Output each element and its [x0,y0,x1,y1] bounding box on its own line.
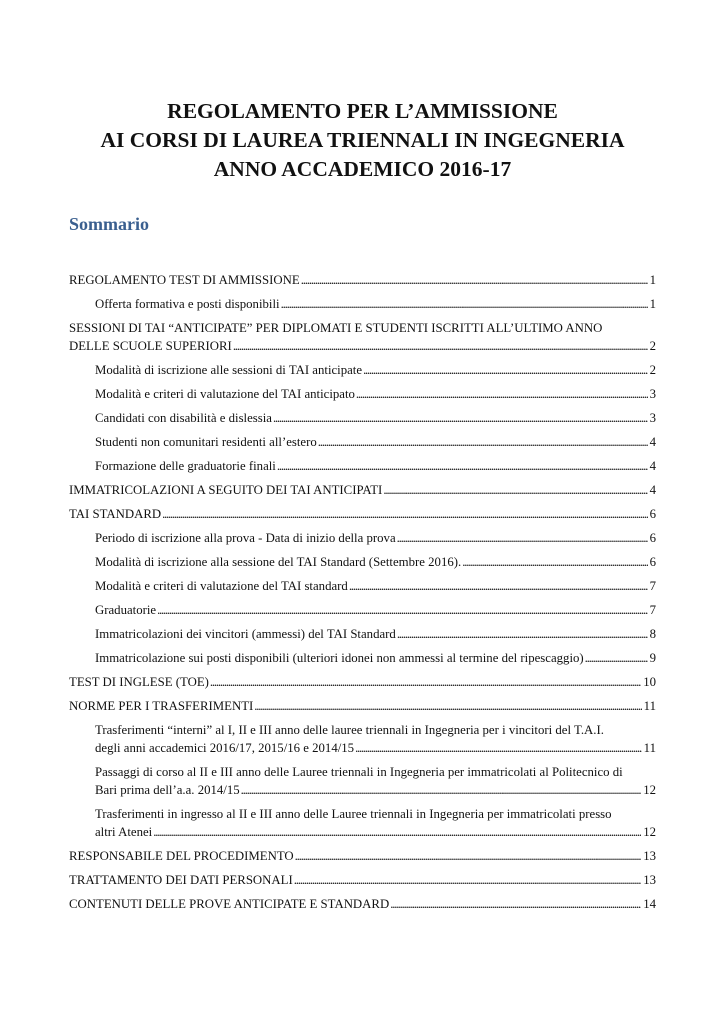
toc-leader-dots [156,601,647,619]
toc-page-number: 4 [649,459,656,473]
toc-entry[interactable] [69,433,656,451]
toc-entry-text: Immatricolazione sui posti disponibili (ulteriori idonei non ammessi al termine del ripescaggio) [95,651,584,665]
toc-leader-dots [152,823,641,841]
toc-page-number: 3 [649,411,656,425]
toc-leader-dots [280,295,648,313]
toc-leader-dots [232,337,648,355]
toc-heading: Sommario [69,214,149,234]
title-line-3: ANNO ACCADEMICO 2016-17 [213,157,512,181]
toc-entry[interactable] [69,319,656,355]
toc-entry[interactable] [69,577,656,595]
toc-page-number: 3 [649,387,656,401]
toc-page-number: 2 [649,339,656,353]
toc-leader-dots [300,271,648,289]
toc-entry[interactable] [69,871,656,889]
toc-leader-dots [362,361,648,379]
toc-entry-text: NORME PER I TRASFERIMENTI [69,699,254,713]
toc-page-number: 4 [649,483,656,497]
toc-entry[interactable] [69,805,656,841]
toc-entry-text: Studenti non comunitari residenti all’estero [95,435,317,449]
toc-leader-dots [389,895,641,913]
toc-entry-text: Passaggi di corso al II e III anno delle Lauree triennali in Ingegneria per immatricolati al Politecnico di [95,765,623,779]
table-of-contents [69,265,656,913]
toc-page-number: 1 [649,297,656,311]
toc-entry-text: TEST DI INGLESE (TOE) [69,675,209,689]
toc-entry[interactable] [69,361,656,379]
toc-entry-text: Modalità e criteri di valutazione del TAI standard [95,579,348,593]
toc-page-number: 13 [643,849,656,863]
toc-entry[interactable] [69,895,656,913]
toc-entry[interactable] [69,763,656,799]
toc-leader-dots [396,529,648,547]
toc-entry[interactable] [69,505,656,523]
toc-entry-text: Periodo di iscrizione alla prova - Data di inizio della prova [95,531,396,545]
toc-entry-text: Trasferimenti in ingresso al II e III anno delle Lauree triennali in Ingegneria per immatricolati presso [95,807,612,821]
toc-entry[interactable] [69,601,656,619]
toc-leader-dots [348,577,648,595]
toc-entry[interactable] [69,529,656,547]
toc-leader-dots [209,673,641,691]
toc-entry-text: degli anni accademici 2016/17, 2015/16 e 2014/15 [95,741,355,755]
toc-leader-dots [276,457,648,475]
toc-page-number: 2 [649,363,656,377]
toc-entry-text: altri Atenei [95,825,153,839]
toc-page-number: 11 [643,699,656,713]
toc-page-number: 13 [643,873,656,887]
toc-leader-dots [396,625,648,643]
toc-entry-text: RESPONSABILE DEL PROCEDIMENTO [69,849,294,863]
toc-leader-dots [293,871,641,889]
toc-entry[interactable] [69,457,656,475]
toc-entry[interactable] [69,697,656,715]
toc-leader-dots [355,385,648,403]
toc-entry-text: Bari prima dell’a.a. 2014/15 [95,783,240,797]
toc-leader-dots [240,781,642,799]
toc-page-number: 9 [649,651,656,665]
toc-entry[interactable] [69,295,656,313]
toc-page-number: 4 [649,435,656,449]
toc-page-number: 7 [649,579,656,593]
toc-entry[interactable] [69,649,656,667]
toc-page-number: 12 [643,783,656,797]
toc-entry[interactable] [69,385,656,403]
toc-entry-text: IMMATRICOLAZIONI A SEGUITO DEI TAI ANTICIPATI [69,483,383,497]
toc-page-number: 7 [649,603,656,617]
toc-entry-text: TAI STANDARD [69,507,162,521]
toc-entry-text: Graduatorie [95,603,157,617]
toc-leader-dots [317,433,648,451]
toc-page-number: 1 [649,273,656,287]
toc-entry[interactable] [69,271,656,289]
toc-leader-dots [382,481,647,499]
toc-entry[interactable] [69,721,656,757]
toc-leader-dots [294,847,642,865]
toc-entry-text: SESSIONI DI TAI “ANTICIPATE” PER DIPLOMATI E STUDENTI ISCRITTI ALL’ULTIMO ANNO [69,321,603,335]
toc-entry[interactable] [69,847,656,865]
toc-entry[interactable] [69,409,656,427]
toc-entry[interactable] [69,481,656,499]
toc-page-number: 10 [643,675,656,689]
toc-entry-text: DELLE SCUOLE SUPERIORI [69,339,232,353]
toc-entry-text: Modalità di iscrizione alle sessioni di TAI anticipate [95,363,363,377]
toc-entry-text: Candidati con disabilità e dislessia [95,411,272,425]
toc-leader-dots [161,505,647,523]
toc-leader-dots [354,739,642,757]
toc-page-number: 14 [643,897,656,911]
toc-entry[interactable] [69,553,656,571]
toc-page-number: 6 [649,507,656,521]
toc-entry-text: Trasferimenti “interni” al I, II e III anno delle lauree triennali in Ingegneria per i vincitori del T.A.I. [95,723,604,737]
toc-leader-dots [584,649,648,667]
toc-entry-text: Modalità e criteri di valutazione del TAI anticipato [95,387,355,401]
toc-page-number: 12 [643,825,656,839]
toc-page-number: 11 [643,741,656,755]
toc-entry-text: REGOLAMENTO TEST DI AMMISSIONE [69,273,300,287]
toc-entry[interactable] [69,625,656,643]
toc-entry-text: Offerta formativa e posti disponibili [95,297,280,311]
document-title [60,97,665,184]
toc-leader-dots [253,697,641,715]
toc-entry[interactable] [69,673,656,691]
toc-leader-dots [461,553,647,571]
toc-leader-dots [272,409,648,427]
toc-page-number: 6 [649,555,656,569]
toc-entry-text: TRATTAMENTO DEI DATI PERSONALI [69,873,293,887]
toc-entry-text: CONTENUTI DELLE PROVE ANTICIPATE E STANDARD [69,897,390,911]
title-line-1: REGOLAMENTO PER L’AMMISSIONE [167,99,558,123]
toc-page-number: 6 [649,531,656,545]
toc-entry-text: Immatricolazioni dei vincitori (ammessi) del TAI Standard [95,627,396,641]
toc-page-number: 8 [649,627,656,641]
toc-entry-text: Formazione delle graduatorie finali [95,459,276,473]
title-line-2: AI CORSI DI LAUREA TRIENNALI IN INGEGNERIA [100,128,625,152]
toc-entry-text: Modalità di iscrizione alla sessione del TAI Standard (Settembre 2016). [95,555,462,569]
